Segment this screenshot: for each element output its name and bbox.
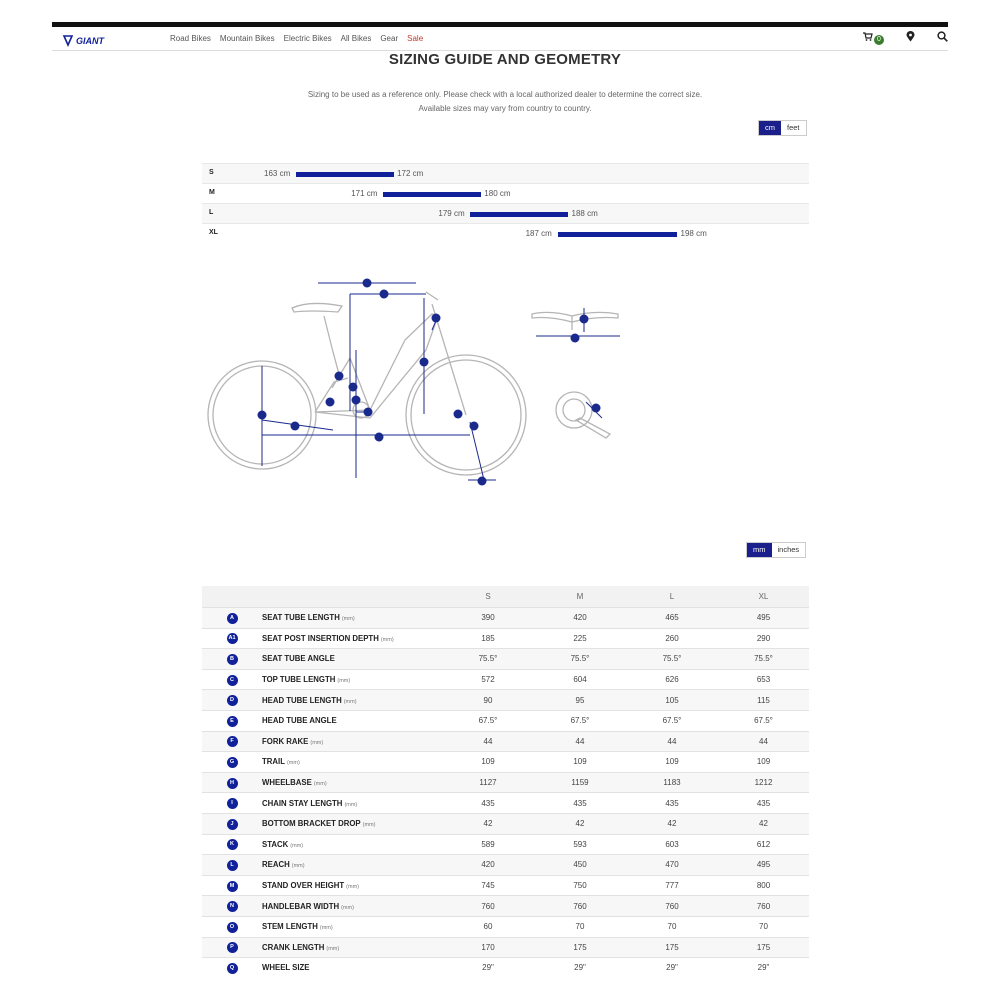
geometry-value-xl: 29" xyxy=(718,958,809,978)
geometry-measure-cell xyxy=(262,937,442,958)
geometry-row xyxy=(202,752,809,773)
geometry-value-m: 225 xyxy=(534,628,626,649)
geometry-row xyxy=(202,710,809,731)
geometry-measure-name: HEAD TUBE LENGTH xyxy=(262,695,342,705)
geometry-measure-cell xyxy=(262,710,442,731)
geometry-measure-name: HANDLEBAR WIDTH xyxy=(262,901,340,911)
diagram-marker-l xyxy=(380,290,389,299)
cart-icon xyxy=(863,32,873,41)
geometry-row xyxy=(202,690,809,711)
nav-gear[interactable]: Gear xyxy=(380,34,399,43)
height-min-label: 163 cm xyxy=(264,169,291,178)
geometry-row xyxy=(202,669,809,690)
geometry-row xyxy=(202,958,809,978)
height-min-label: 187 cm xyxy=(525,229,552,238)
geometry-value-s: 185 xyxy=(442,628,534,649)
geometry-code-badge: K xyxy=(227,839,238,850)
height-unit-cm[interactable]: cm xyxy=(759,121,781,135)
geometry-value-s: 170 xyxy=(442,937,534,958)
geometry-value-xl: 42 xyxy=(718,813,809,834)
geometry-code-cell xyxy=(202,875,262,896)
geometry-code-cell xyxy=(202,690,262,711)
geometry-table xyxy=(202,586,809,978)
geometry-value-m: 593 xyxy=(534,834,626,855)
geometry-value-s: 42 xyxy=(442,813,534,834)
geometry-value-xl: 760 xyxy=(718,896,809,917)
geometry-row xyxy=(202,896,809,917)
diagram-marker-f xyxy=(470,422,479,431)
geometry-measure-cell xyxy=(262,896,442,917)
svg-text:GIANT: GIANT xyxy=(76,36,104,46)
geometry-code-cell xyxy=(202,793,262,814)
geometry-value-s: 90 xyxy=(442,690,534,711)
geometry-row xyxy=(202,649,809,670)
giant-logo[interactable] xyxy=(62,33,126,47)
geometry-value-xl: 800 xyxy=(718,875,809,896)
cart-button[interactable] xyxy=(863,32,884,45)
geometry-measure-unit: (mm) xyxy=(290,842,304,849)
diagram-label-markers xyxy=(258,279,601,486)
geometry-measure-cell xyxy=(262,834,442,855)
geometry-measure-unit: (mm) xyxy=(310,739,324,746)
diagram-marker-i xyxy=(291,422,300,431)
diagram-marker-o xyxy=(580,315,589,324)
geometry-measure-cell xyxy=(262,813,442,834)
geometry-code-badge: L xyxy=(227,860,238,871)
geometry-header-row xyxy=(202,586,809,608)
diagram-marker-c xyxy=(363,279,372,288)
diagram-marker-a xyxy=(335,372,344,381)
sizing-note-line-1: Sizing to be used as a reference only. Please check with a local authorized dealer to determine the correct size. xyxy=(307,90,703,99)
geometry-measure-cell xyxy=(262,875,442,896)
geometry-value-l: 435 xyxy=(626,793,718,814)
geometry-table-body xyxy=(202,608,809,978)
geometry-row xyxy=(202,937,809,958)
geometry-value-s: 67.5° xyxy=(442,710,534,731)
geometry-row xyxy=(202,772,809,793)
height-unit-feet[interactable]: feet xyxy=(787,123,800,132)
store-locator-button[interactable] xyxy=(906,31,915,45)
geometry-value-l: 603 xyxy=(626,834,718,855)
geometry-code-badge: N xyxy=(227,901,238,912)
geometry-header-size-xl: XL xyxy=(718,586,809,608)
geometry-value-s: 420 xyxy=(442,855,534,876)
geometry-value-s: 109 xyxy=(442,752,534,773)
geometry-measure-cell xyxy=(262,958,442,978)
geometry-measure-name: SEAT TUBE LENGTH xyxy=(262,613,340,623)
geometry-measure-cell xyxy=(262,793,442,814)
geometry-measure-name: STEM LENGTH xyxy=(262,922,318,932)
geometry-measure-unit: (mm) xyxy=(344,801,358,808)
geometry-measure-unit: (mm) xyxy=(362,822,376,829)
geometry-value-l: 105 xyxy=(626,690,718,711)
geometry-measure-unit: (mm) xyxy=(341,616,355,623)
nav-mountain-bikes[interactable]: Mountain Bikes xyxy=(219,34,275,43)
height-row-size-label: L xyxy=(209,209,214,216)
diagram-marker-g xyxy=(478,477,487,486)
geometry-measure-cell xyxy=(262,731,442,752)
geometry-measure-name: CRANK LENGTH xyxy=(262,942,325,952)
geometry-value-s: 435 xyxy=(442,793,534,814)
geometry-code-badge: G xyxy=(227,757,238,768)
geometry-measure-name: TOP TUBE LENGTH xyxy=(262,675,336,685)
geometry-value-m: 1159 xyxy=(534,772,626,793)
geometry-header-blank xyxy=(262,586,442,608)
geometry-row xyxy=(202,608,809,629)
geometry-measure-name: TRAIL xyxy=(262,757,285,767)
geometry-value-l: 470 xyxy=(626,855,718,876)
geometry-value-xl: 70 xyxy=(718,916,809,937)
geometry-value-l: 70 xyxy=(626,916,718,937)
geometry-code-badge: F xyxy=(227,736,238,747)
geometry-value-m: 75.5° xyxy=(534,649,626,670)
geometry-code-badge: M xyxy=(227,881,238,892)
geometry-value-xl: 290 xyxy=(718,628,809,649)
top-accent-bar xyxy=(52,22,948,27)
geometry-code-badge: E xyxy=(227,716,238,727)
geometry-measure-cell xyxy=(262,772,442,793)
geometry-measure-unit: (mm) xyxy=(291,863,305,870)
geometry-unit-toggle xyxy=(746,542,806,558)
geometry-code-cell xyxy=(202,772,262,793)
height-range-bar xyxy=(558,232,678,237)
geometry-value-m: 109 xyxy=(534,752,626,773)
geometry-value-l: 75.5° xyxy=(626,649,718,670)
geometry-measure-name: WHEELBASE xyxy=(262,778,312,788)
diagram-marker-m xyxy=(352,396,361,405)
geometry-measure-name: SEAT POST INSERTION DEPTH xyxy=(262,633,379,643)
handlebar-outline xyxy=(532,312,618,330)
height-row-s xyxy=(202,163,809,183)
geometry-value-l: 109 xyxy=(626,752,718,773)
geometry-value-xl: 109 xyxy=(718,752,809,773)
measurement-lines xyxy=(262,283,620,480)
search-icon xyxy=(937,31,948,42)
geometry-value-l: 29" xyxy=(626,958,718,978)
diagram-marker-n xyxy=(571,334,580,343)
geometry-value-m: 435 xyxy=(534,793,626,814)
geometry-code-cell xyxy=(202,752,262,773)
geometry-code-cell xyxy=(202,813,262,834)
diagram-marker-j xyxy=(364,408,373,417)
geometry-measure-name: HEAD TUBE ANGLE xyxy=(262,716,337,726)
geometry-value-l: 44 xyxy=(626,731,718,752)
geometry-value-m: 29" xyxy=(534,958,626,978)
geometry-code-badge: C xyxy=(227,675,238,686)
geometry-value-l: 67.5° xyxy=(626,710,718,731)
search-button[interactable] xyxy=(937,31,948,45)
bike-geometry-diagram xyxy=(200,270,640,495)
height-max-label: 198 cm xyxy=(680,229,707,238)
geometry-header-size-l: L xyxy=(626,586,718,608)
geometry-code-cell xyxy=(202,937,262,958)
geometry-measure-name: WHEEL SIZE xyxy=(262,963,310,973)
height-max-label: 188 cm xyxy=(571,209,598,218)
geometry-value-xl: 495 xyxy=(718,608,809,629)
geometry-value-xl: 44 xyxy=(718,731,809,752)
geometry-row xyxy=(202,793,809,814)
geometry-measure-cell xyxy=(262,752,442,773)
geometry-value-s: 75.5° xyxy=(442,649,534,670)
geometry-code-badge: B xyxy=(227,654,238,665)
geometry-code-cell xyxy=(202,649,262,670)
geometry-value-xl: 612 xyxy=(718,834,809,855)
sizing-note-line-2: Available sizes may vary from country to country. xyxy=(418,104,592,113)
geometry-value-xl: 75.5° xyxy=(718,649,809,670)
geometry-measure-name: REACH xyxy=(262,860,290,870)
height-row-m xyxy=(202,183,809,203)
geometry-code-cell xyxy=(202,916,262,937)
geometry-code-badge: H xyxy=(227,778,238,789)
geometry-value-l: 175 xyxy=(626,937,718,958)
geometry-row xyxy=(202,834,809,855)
height-max-label: 172 cm xyxy=(397,169,424,178)
height-max-label: 180 cm xyxy=(484,189,511,198)
sizing-note xyxy=(0,88,1000,116)
geometry-measure-cell xyxy=(262,669,442,690)
geometry-measure-name: FORK RAKE xyxy=(262,736,309,746)
geometry-code-cell xyxy=(202,628,262,649)
geometry-measure-unit: (mm) xyxy=(313,781,327,788)
diagram-marker-b xyxy=(326,398,335,407)
geometry-unit-mm[interactable]: mm xyxy=(747,543,772,557)
geometry-code-badge: Q xyxy=(227,963,238,974)
height-row-l xyxy=(202,203,809,223)
geometry-measure-name: STAND OVER HEIGHT xyxy=(262,881,345,891)
geometry-value-l: 1183 xyxy=(626,772,718,793)
height-row-size-label: M xyxy=(209,189,215,196)
geometry-code-badge: D xyxy=(227,695,238,706)
geometry-code-cell xyxy=(202,958,262,978)
geometry-value-s: 760 xyxy=(442,896,534,917)
geometry-value-m: 67.5° xyxy=(534,710,626,731)
geometry-code-badge: I xyxy=(227,798,238,809)
nav-links xyxy=(170,34,423,43)
geometry-value-m: 175 xyxy=(534,937,626,958)
diagram-marker-o-axle xyxy=(258,411,267,420)
geometry-value-xl: 435 xyxy=(718,793,809,814)
geometry-row xyxy=(202,731,809,752)
diagram-marker-e xyxy=(454,410,463,419)
geometry-value-m: 450 xyxy=(534,855,626,876)
geometry-value-m: 70 xyxy=(534,916,626,937)
geometry-row xyxy=(202,628,809,649)
geometry-measure-name: STACK xyxy=(262,839,289,849)
geometry-value-l: 626 xyxy=(626,669,718,690)
geometry-value-s: 60 xyxy=(442,916,534,937)
geometry-value-m: 44 xyxy=(534,731,626,752)
geometry-value-m: 750 xyxy=(534,875,626,896)
geometry-measure-cell xyxy=(262,628,442,649)
geometry-measure-cell xyxy=(262,608,442,629)
height-min-label: 171 cm xyxy=(351,189,378,198)
geometry-value-xl: 653 xyxy=(718,669,809,690)
geometry-measure-unit: (mm) xyxy=(326,945,340,952)
height-row-size-label: XL xyxy=(209,229,218,236)
geometry-value-m: 95 xyxy=(534,690,626,711)
nav-electric-bikes[interactable]: Electric Bikes xyxy=(283,34,332,43)
height-range-bar xyxy=(470,212,568,217)
geometry-value-l: 777 xyxy=(626,875,718,896)
geometry-row xyxy=(202,813,809,834)
geometry-value-m: 420 xyxy=(534,608,626,629)
bike-outline xyxy=(208,292,526,475)
diagram-marker-d xyxy=(432,314,441,323)
geometry-measure-unit: (mm) xyxy=(343,698,357,705)
geometry-code-cell xyxy=(202,669,262,690)
geometry-value-xl: 115 xyxy=(718,690,809,711)
geometry-code-cell xyxy=(202,731,262,752)
diagram-marker-p xyxy=(592,404,601,413)
geometry-measure-name: CHAIN STAY LENGTH xyxy=(262,798,343,808)
geometry-value-m: 42 xyxy=(534,813,626,834)
geometry-value-s: 44 xyxy=(442,731,534,752)
cart-count-badge: 0 xyxy=(874,35,884,45)
nav-road-bikes[interactable]: Road Bikes xyxy=(170,34,211,43)
height-range-bar xyxy=(383,192,481,197)
geometry-code-badge: P xyxy=(227,942,238,953)
geometry-value-m: 760 xyxy=(534,896,626,917)
nav-all-bikes[interactable]: All Bikes xyxy=(340,34,372,43)
geometry-value-m: 604 xyxy=(534,669,626,690)
geometry-value-xl: 1212 xyxy=(718,772,809,793)
geometry-value-l: 260 xyxy=(626,628,718,649)
geometry-row xyxy=(202,855,809,876)
geometry-code-cell xyxy=(202,710,262,731)
nav-actions xyxy=(863,31,948,45)
geometry-value-l: 465 xyxy=(626,608,718,629)
geometry-value-l: 760 xyxy=(626,896,718,917)
geometry-value-s: 589 xyxy=(442,834,534,855)
geometry-value-s: 29" xyxy=(442,958,534,978)
geometry-measure-unit: (mm) xyxy=(286,760,300,767)
diagram-marker-a1 xyxy=(349,383,358,392)
geometry-value-s: 390 xyxy=(442,608,534,629)
nav-sale[interactable]: Sale xyxy=(407,34,424,43)
geometry-row xyxy=(202,875,809,896)
geometry-measure-unit: (mm) xyxy=(346,884,359,891)
geometry-value-xl: 67.5° xyxy=(718,710,809,731)
geometry-measure-cell xyxy=(262,690,442,711)
geometry-measure-name: BOTTOM BRACKET DROP xyxy=(262,819,361,829)
geometry-code-badge: A xyxy=(227,613,238,624)
height-unit-toggle xyxy=(758,120,807,136)
crankset-outline xyxy=(556,392,610,438)
rider-height-chart xyxy=(202,163,809,243)
geometry-measure-unit: (mm) xyxy=(319,925,333,932)
geometry-value-l: 42 xyxy=(626,813,718,834)
diagram-marker-k xyxy=(420,358,429,367)
geometry-header-size-m: M xyxy=(534,586,626,608)
geometry-code-cell xyxy=(202,855,262,876)
geometry-code-cell xyxy=(202,896,262,917)
geometry-measure-name: SEAT TUBE ANGLE xyxy=(262,654,335,664)
geometry-measure-unit: (mm) xyxy=(337,678,351,685)
diagram-marker-h xyxy=(375,433,384,442)
geometry-measure-cell xyxy=(262,649,442,670)
geometry-measure-cell xyxy=(262,916,442,937)
top-navigation xyxy=(52,28,948,51)
height-min-label: 179 cm xyxy=(438,209,465,218)
geometry-code-badge: O xyxy=(227,922,238,933)
geometry-value-s: 1127 xyxy=(442,772,534,793)
height-range-bar xyxy=(296,172,394,177)
geometry-unit-inches[interactable]: inches xyxy=(777,545,800,554)
geometry-header-blank xyxy=(202,586,262,608)
geometry-value-xl: 495 xyxy=(718,855,809,876)
geometry-value-s: 572 xyxy=(442,669,534,690)
page-title: SIZING GUIDE AND GEOMETRY xyxy=(388,51,622,68)
geometry-code-cell xyxy=(202,834,262,855)
height-row-xl xyxy=(202,223,809,243)
geometry-code-badge: A1 xyxy=(227,633,238,644)
geometry-value-xl: 175 xyxy=(718,937,809,958)
geometry-row xyxy=(202,916,809,937)
location-pin-icon xyxy=(906,31,915,42)
geometry-measure-unit: (mm) xyxy=(380,636,394,643)
geometry-measure-unit: (mm) xyxy=(341,904,354,911)
geometry-code-cell xyxy=(202,608,262,629)
geometry-header-size-s: S xyxy=(442,586,534,608)
height-row-size-label: S xyxy=(209,169,214,176)
geometry-measure-cell xyxy=(262,855,442,876)
geometry-value-s: 745 xyxy=(442,875,534,896)
geometry-code-badge: J xyxy=(227,819,238,830)
